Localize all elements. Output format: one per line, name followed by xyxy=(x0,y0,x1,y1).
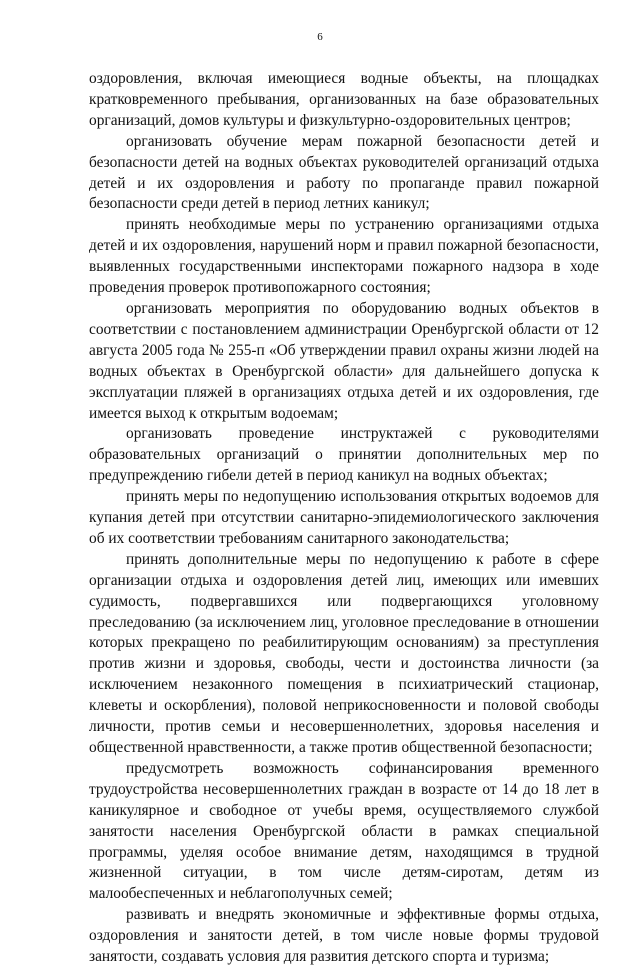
paragraph-teen-employment: предусмотреть возможность софинансирования временного трудоустройства несовершеннолетних граждан в возрасте от 14 до 18 лет в каникулярное и свободное от учебы время, осуществляемого службой занятости населения Оренбургской области в рамках специальной программы, уделяя особое внимание детям, находящимся в трудной жизненной ситуации, в том числе детям-сиротам, детям из малообеспеченных и неблагополучных семей; xyxy=(89,759,599,903)
paragraph-personnel-screening: принять дополнительные меры по недопущению к работе в сфере организации отдыха и оздоровления детей лиц, имеющих или имевших судимость, подвергавшихся или подвергающихся уголовному преследованию (за исключением лиц, уголовное преследование в отношении которых прекращено по реабилитирующим основаниям) за преступления против жизни и здоровья, свободы, чести и достоинства личности (за исключением незаконного помещения в психиатрический стационар, клеветы и оскорбления), половой неприкосновенности и половой свободы личности, против семьи и несовершеннолетних, здоровья населения и общественной нравственности, а также против общественной безопасности; xyxy=(89,550,599,756)
paragraph-fire-violations: принять необходимые меры по устранению организациями отдыха детей и их оздоровления, нарушений норм и правил пожарной безопасности, выявленных государственными инспекторами пожарного надзора в ходе проведения проверок противопожарного состояния; xyxy=(89,216,599,297)
paragraph-open-water-bathing: принять меры по недопущению использования открытых водоемов для купания детей при отсутствии санитарно-эпидемиологического заключения об их соответствии требованиям санитарного законодательства; xyxy=(89,488,599,547)
paragraph-continuation: оздоровления, включая имеющиеся водные объекты, на площадках кратковременного пребывания, организованных на базе образовательных организаций, домов культуры и физкультурно-оздоровительных центров; xyxy=(89,70,599,129)
paragraph-instructions: организовать проведение инструктажей с руководителями образовательных организаций о принятии дополнительных мер по предупреждению гибели детей в период каникул на водных объектах; xyxy=(89,425,599,485)
document-body xyxy=(89,69,599,968)
paragraph-water-objects: организовать мероприятия по оборудованию водных объектов в соответствии с постановлением администрации Оренбургской области от 12 августа 2005 года № 255-п «Об утверждении правил охраны жизни людей на водных объектах в Оренбургской области» для дальнейшего допуска к эксплуатации пляжей в организациях отдыха детей и их оздоровления, где имеется выход к открытым водоемам; xyxy=(89,299,599,422)
paragraph-fire-safety-training: организовать обучение мерам пожарной безопасности детей и безопасности детей на водных объектах руководителей организаций отдыха детей и их оздоровления и работу по пропаганде правил пожарной безопасности среди детей в период летних каникул; xyxy=(89,132,599,213)
page-number: 6 xyxy=(317,31,323,43)
paragraph-recreation-forms: развивать и внедрять экономичные и эффективные формы отдыха, оздоровления и занятости детей, в том числе новые формы трудовой занятости, создавать условия для развития детского спорта и туризма; xyxy=(89,906,599,966)
